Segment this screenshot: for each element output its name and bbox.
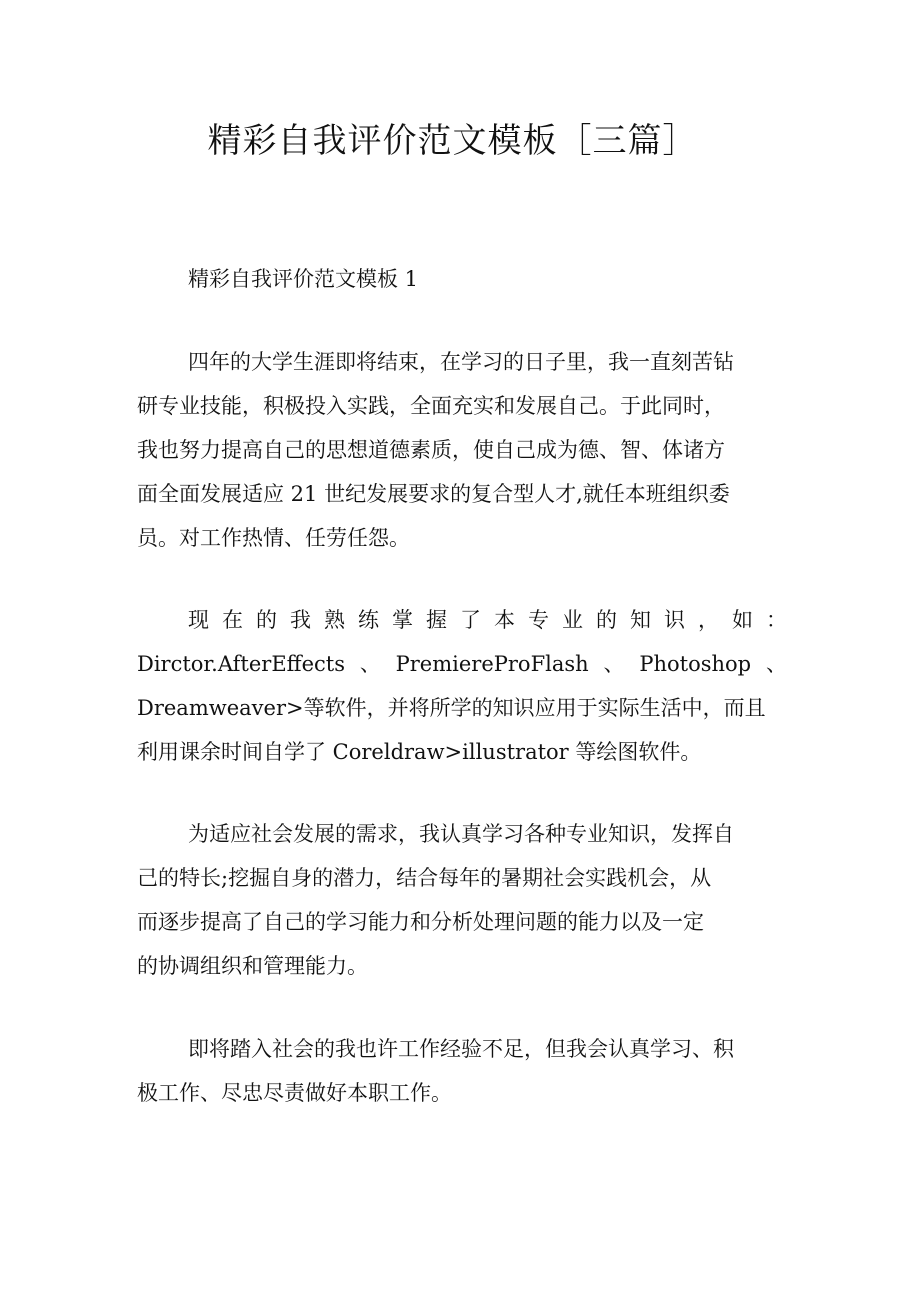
text-piece: 、 — [359, 652, 381, 676]
document-title: 精彩自我评价范文模板［三篇］ — [207, 121, 698, 161]
text-piece: 的 — [596, 608, 617, 632]
paragraph-line: 而逐步提高了自己的学习能力和分析处理问题的能力以及一定 — [137, 910, 704, 934]
paragraph-line: Dreamweaver>等软件，并将所学的知识应用于实际生活中，而且 — [137, 696, 766, 720]
paragraph-line-spaced — [137, 642, 787, 686]
paragraph-line: 为适应社会发展的需求，我认真学习各种专业知识，发挥自 — [188, 822, 734, 846]
text-piece: 业 — [562, 608, 583, 632]
text-piece: 如 — [732, 608, 753, 632]
text-piece: ， — [698, 608, 719, 632]
paragraph-3 — [137, 812, 787, 988]
text-piece: 、 — [765, 652, 787, 676]
text-piece: 我 — [290, 608, 311, 632]
text-piece: 、 — [603, 652, 625, 676]
text-piece: 了 — [460, 608, 481, 632]
paragraph-line: 员。对工作热情、任劳任怨。 — [137, 526, 410, 550]
text-piece: 的 — [256, 608, 277, 632]
text-piece: ： — [766, 608, 787, 632]
text-piece: 现 — [188, 608, 209, 632]
paragraph-line: 利用课余时间自学了 Coreldraw>illustrator 等绘图软件。 — [137, 740, 702, 764]
text-piece: 握 — [426, 608, 447, 632]
paragraph-4 — [137, 1027, 787, 1115]
text-piece: 知 — [630, 608, 651, 632]
paragraph-line: 四年的大学生涯即将结束，在学习的日子里，我一直刻苦钻 — [188, 350, 734, 374]
text-piece: 练 — [358, 608, 379, 632]
text-piece: 掌 — [392, 608, 413, 632]
paragraph-line: 的协调组织和管理能力。 — [137, 954, 368, 978]
section-heading: 精彩自我评价范文模板 1 — [188, 267, 419, 291]
paragraph-line: 面全面发展适应 21 世纪发展要求的复合型人才,就任本班组织委 — [137, 482, 730, 506]
paragraph-line: 即将踏入社会的我也许工作经验不足，但我会认真学习、积 — [188, 1037, 734, 1061]
paragraph-line: 极工作、尽忠尽责做好本职工作。 — [137, 1081, 452, 1105]
text-piece: 识 — [664, 608, 685, 632]
text-piece: 专 — [528, 608, 549, 632]
text-piece: PremiereProFlash — [395, 652, 589, 676]
paragraph-line: 我也努力提高自己的思想道德素质，使自己成为德、智、体诸方 — [137, 438, 725, 462]
text-piece: Dirctor.AfterEffects — [137, 652, 345, 676]
text-piece: 本 — [494, 608, 515, 632]
paragraph-line: 己的特长;挖掘自身的潜力，结合每年的暑期社会实践机会，从 — [137, 866, 712, 890]
text-piece: Photoshop — [639, 652, 752, 676]
text-piece: 在 — [222, 608, 243, 632]
text-piece: 熟 — [324, 608, 345, 632]
paragraph-line: 研专业技能，积极投入实践，全面充实和发展自己。于此同时， — [137, 394, 725, 418]
paragraph-2 — [137, 598, 787, 774]
paragraph-line-spaced — [137, 598, 787, 642]
paragraph-1 — [137, 340, 787, 560]
